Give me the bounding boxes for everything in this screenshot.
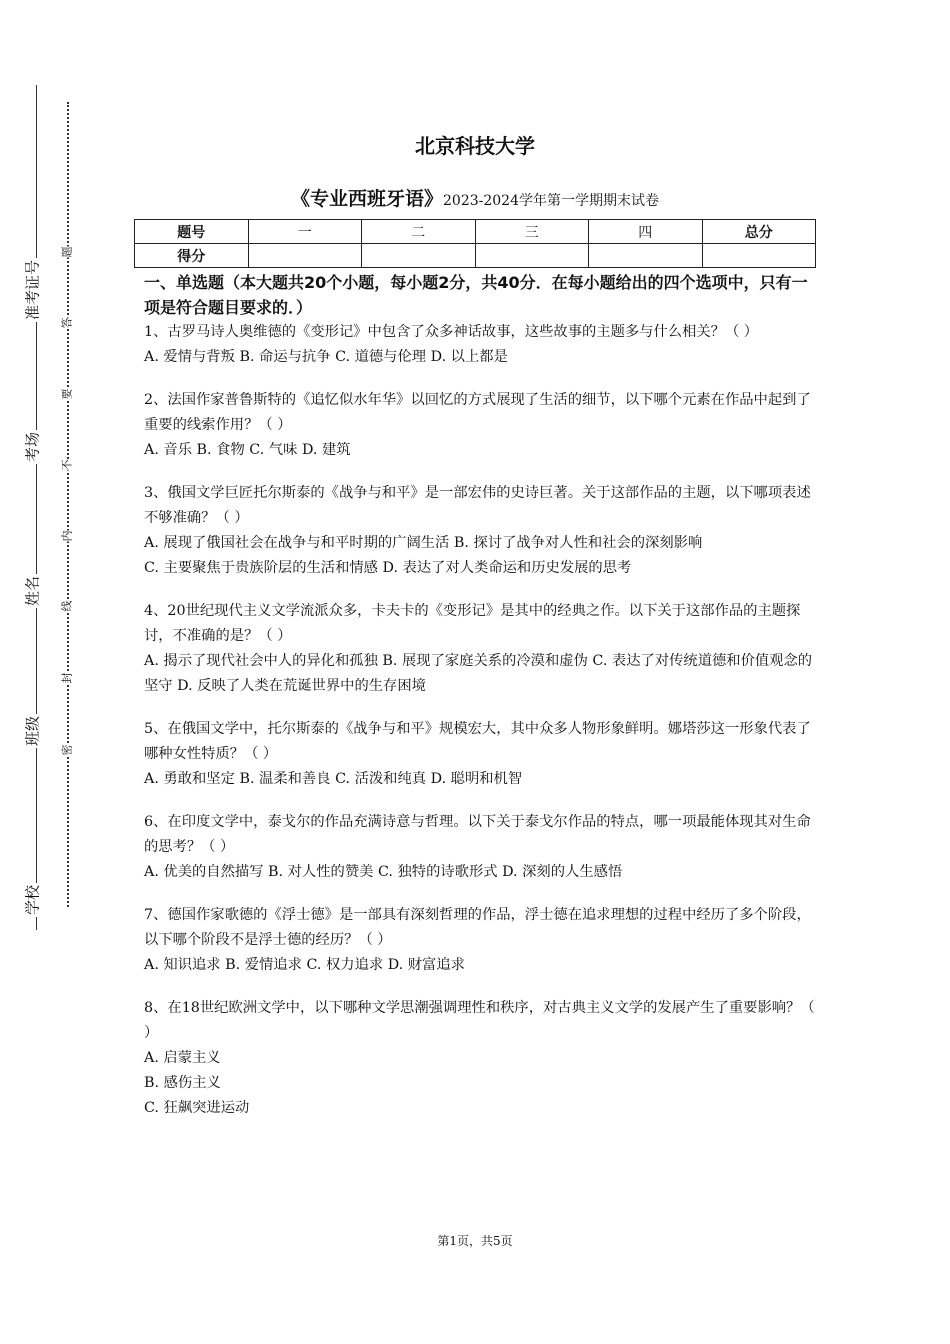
class-label: 班级 — [23, 715, 42, 747]
question-options: A. 展现了俄国社会在战争与和平时期的广阔生活 B. 探讨了战争对人性和社会的深刻影响 — [144, 535, 703, 551]
question — [144, 903, 816, 978]
question-options: A. 音乐 B. 食物 C. 气味 D. 建筑 — [144, 442, 351, 458]
table-header-cell: 四 — [589, 220, 703, 244]
seal-char: 线 — [60, 600, 74, 612]
score-table — [134, 219, 816, 268]
question-stem: 3、俄国文学巨匠托尔斯泰的《战争与和平》是一部宏伟的史诗巨著。关于这部作品的主题，以下哪项表述不够准确？（ ） — [144, 485, 811, 526]
seal-char: 题 — [60, 246, 74, 258]
score-cell — [475, 244, 589, 268]
table-header-cell: 一 — [248, 220, 362, 244]
binding-line — [36, 85, 37, 930]
seal-char: 要 — [60, 388, 74, 400]
table-header-cell: 总分 — [702, 220, 816, 244]
exam-term: 2023-2024学年第一学期期末试卷 — [443, 193, 659, 209]
question-option: B. 感伤主义 — [144, 1075, 221, 1091]
name-label: 姓名 — [23, 575, 42, 607]
university-title: 北京科技大学 — [415, 134, 535, 158]
seal-char: 不 — [60, 459, 74, 471]
exam-subtitle — [0, 184, 950, 211]
question-options: C. 主要聚焦于贵族阶层的生活和情感 D. 表达了对人类命运和历史发展的思考 — [144, 560, 632, 576]
question-options: A. 优美的自然描写 B. 对人性的赞美 C. 独特的诗歌形式 D. 深刻的人生感悟 — [144, 864, 623, 880]
question-stem: 1、古罗马诗人奥维德的《变形记》中包含了众多神话故事，这些故事的主题多与什么相关？（ ） — [144, 324, 759, 340]
score-cell — [248, 244, 362, 268]
exam-id-label: 准考证号 — [23, 259, 42, 321]
table-header-cell: 三 — [475, 220, 589, 244]
question-stem: 7、德国作家歌德的《浮士德》是一部具有深刻哲理的作品，浮士德在追求理想的过程中经历了多个阶段，以下哪个阶段不是浮士德的经历？（ ） — [144, 907, 811, 948]
page-footer: 第1页，共5页 — [437, 1234, 513, 1248]
question — [144, 717, 816, 792]
question-stem: 5、在俄国文学中，托尔斯泰的《战争与和平》规模宏大，其中众多人物形象鲜明。娜塔莎这一形象代表了哪种女性特质？（ ） — [144, 721, 811, 762]
score-cell — [702, 244, 816, 268]
score-row-label: 得分 — [135, 244, 249, 268]
question — [144, 388, 816, 463]
question-option: A. 启蒙主义 — [144, 1050, 221, 1066]
school-label: 学校 — [23, 884, 42, 916]
question-options: A. 揭示了现代社会中人的异化和孤独 B. 展现了家庭关系的冷漠和虚伪 C. 表达了对传统道德和价值观念的坚守 D. 反映了人类在荒诞世界中的生存困境 — [144, 653, 813, 694]
question-stem: 6、在印度文学中，泰戈尔的作品充满诗意与哲理。以下关于泰戈尔作品的特点，哪一项最能体现其对生命的思考？（ ） — [144, 814, 811, 855]
exam-content — [144, 270, 816, 1121]
question-stem: 2、法国作家普鲁斯特的《追忆似水年华》以回忆的方式展现了生活的细节，以下哪个元素在作品中起到了重要的线索作用？（ ） — [144, 392, 811, 433]
score-table-score-row — [135, 244, 816, 268]
question-stem: 4、20世纪现代主义文学流派众多，卡夫卡的《变形记》是其中的经典之作。以下关于这部作品的主题探讨，不准确的是？（ ） — [144, 603, 801, 644]
question — [144, 599, 816, 699]
exam-room-label: 考场 — [23, 431, 42, 463]
question-options: A. 爱情与背叛 B. 命运与抗争 C. 道德与伦理 D. 以上都是 — [144, 349, 508, 365]
question — [144, 481, 816, 581]
question — [144, 996, 816, 1121]
seal-char: 密 — [60, 744, 74, 756]
question-options: A. 勇敢和坚定 B. 温柔和善良 C. 活泼和纯真 D. 聪明和机智 — [144, 771, 523, 787]
table-header-cell: 题号 — [135, 220, 249, 244]
table-header-cell: 二 — [362, 220, 476, 244]
question-options: A. 知识追求 B. 爱情追求 C. 权力追求 D. 财富追求 — [144, 957, 465, 973]
seal-char: 内 — [60, 530, 74, 542]
score-cell — [362, 244, 476, 268]
seal-char: 答 — [60, 317, 74, 329]
seal-dotted-line — [67, 102, 69, 907]
section-title: 一、单选题（本大题共20个小题，每小题2分，共40分．在每小题给出的四个选项中，只有一项是符合题目要求的．） — [144, 273, 808, 317]
score-table-header-row — [135, 220, 816, 244]
question-stem: 8、在18世纪欧洲文学中，以下哪种文学思潮强调理性和秩序，对古典主义文学的发展产生了重要影响？（ ） — [144, 1000, 815, 1041]
question — [144, 810, 816, 885]
seal-char: 封 — [60, 672, 74, 684]
question-option: C. 狂飙突进运动 — [144, 1100, 250, 1116]
course-name: 《专业西班牙语》 — [290, 188, 443, 210]
score-cell — [589, 244, 703, 268]
question — [144, 320, 816, 370]
